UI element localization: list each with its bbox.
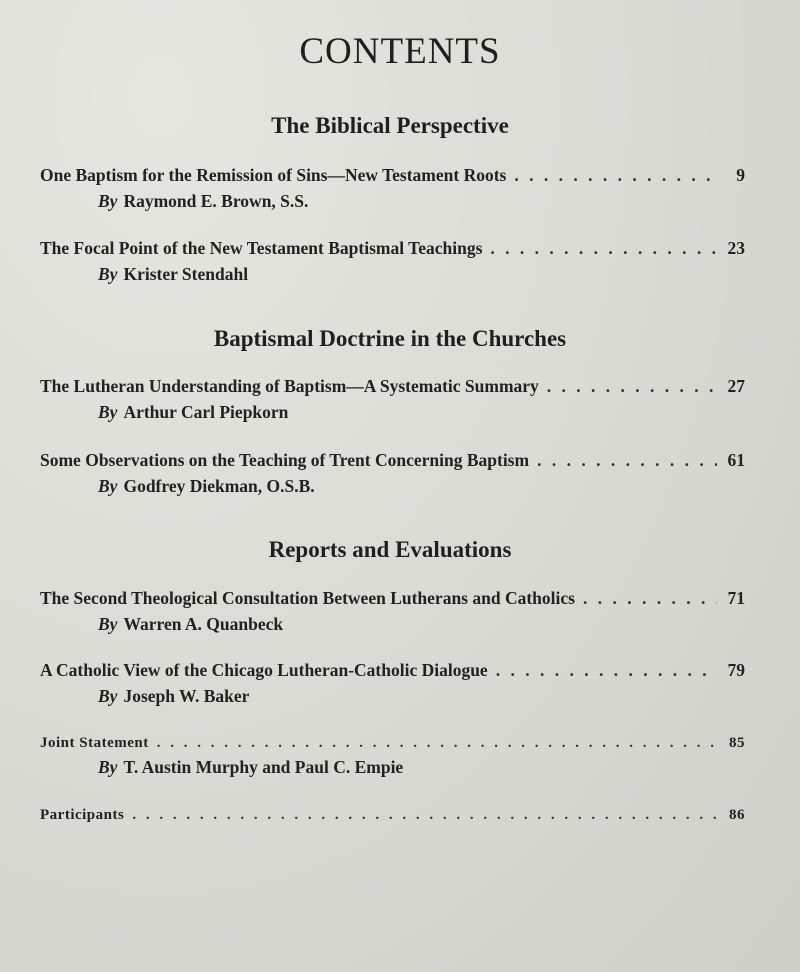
- dot-leader: [496, 660, 717, 681]
- toc-entry-title: The Focal Point of the New Testament Baptismal Teachings: [40, 238, 483, 258]
- author-byline: [98, 402, 745, 423]
- page-number: 9: [736, 165, 745, 185]
- by-label: By: [98, 264, 118, 284]
- toc-entry-line: [40, 376, 745, 397]
- page-number: 86: [729, 807, 745, 823]
- author-byline: [98, 191, 745, 212]
- toc-entry: [40, 660, 745, 707]
- toc-entry-line: [40, 660, 745, 681]
- by-label: By: [98, 402, 118, 422]
- author-byline: [98, 264, 745, 285]
- by-label: By: [98, 614, 118, 634]
- author-byline: [98, 757, 745, 778]
- toc-entry-title: Some Observations on the Teaching of Trent Concerning Baptism: [40, 450, 530, 470]
- author-name: Godfrey Diekman, O.S.B.: [123, 476, 315, 496]
- section-heading-baptismal-doctrine: Baptismal Doctrine in the Churches: [213, 326, 567, 351]
- dot-leader: [132, 807, 717, 824]
- page-number: 61: [727, 450, 745, 470]
- dot-leader: [547, 376, 717, 397]
- author-byline: [98, 614, 745, 635]
- section-heading-biblical-perspective: The Biblical Perspective: [271, 113, 509, 138]
- page-title: CONTENTS: [299, 31, 501, 72]
- toc-entry-title: Joint Statement: [40, 735, 149, 751]
- author-name: T. Austin Murphy and Paul C. Empie: [123, 757, 404, 777]
- toc-entry-title: One Baptism for the Remission of Sins—New Testament Roots: [40, 165, 507, 185]
- author-name: Joseph W. Baker: [123, 686, 250, 706]
- toc-entry-line: [40, 165, 745, 186]
- dot-leader: [583, 588, 717, 609]
- page-number: 71: [727, 588, 745, 608]
- toc-entry: [40, 376, 745, 423]
- dot-leader: [490, 238, 717, 259]
- by-label: By: [98, 686, 118, 706]
- toc-entry-line: [40, 735, 745, 752]
- author-name: Warren A. Quanbeck: [123, 614, 284, 634]
- toc-entry: [40, 165, 745, 212]
- author-name: Krister Stendahl: [123, 264, 249, 284]
- dot-leader: [157, 735, 717, 752]
- bleed-through-text: [40, 95, 760, 955]
- author-name: Arthur Carl Piepkorn: [123, 402, 289, 422]
- toc-entry-title: Participants: [40, 807, 125, 823]
- author-byline: [98, 476, 745, 497]
- page-number: 27: [727, 376, 745, 396]
- toc-entry-line: [40, 588, 745, 609]
- toc-entry-title: The Lutheran Understanding of Baptism—A Systematic Summary: [40, 376, 539, 396]
- page-number: 23: [727, 238, 745, 258]
- toc-entry: [40, 588, 745, 635]
- toc-entry: [40, 238, 745, 285]
- toc-entry-line: [40, 450, 745, 471]
- dot-leader: [537, 450, 717, 471]
- toc-entry-title: A Catholic View of the Chicago Lutheran-Catholic Dialogue: [40, 660, 488, 680]
- page-number: 79: [727, 660, 745, 680]
- author-name: Raymond E. Brown, S.S.: [123, 191, 309, 211]
- toc-entry-line: [40, 238, 745, 259]
- toc-entry: [40, 450, 745, 497]
- toc-entry: [40, 735, 745, 778]
- page-number: 85: [729, 735, 745, 751]
- dot-leader: [514, 165, 717, 186]
- section-heading-reports-evaluations: Reports and Evaluations: [268, 537, 512, 562]
- author-byline: [98, 686, 745, 707]
- toc-entry-title: The Second Theological Consultation Between Lutherans and Catholics: [40, 588, 575, 608]
- toc-entry: [40, 807, 745, 824]
- by-label: By: [98, 757, 118, 777]
- toc-entry-line: [40, 807, 745, 824]
- by-label: By: [98, 191, 118, 211]
- by-label: By: [98, 476, 118, 496]
